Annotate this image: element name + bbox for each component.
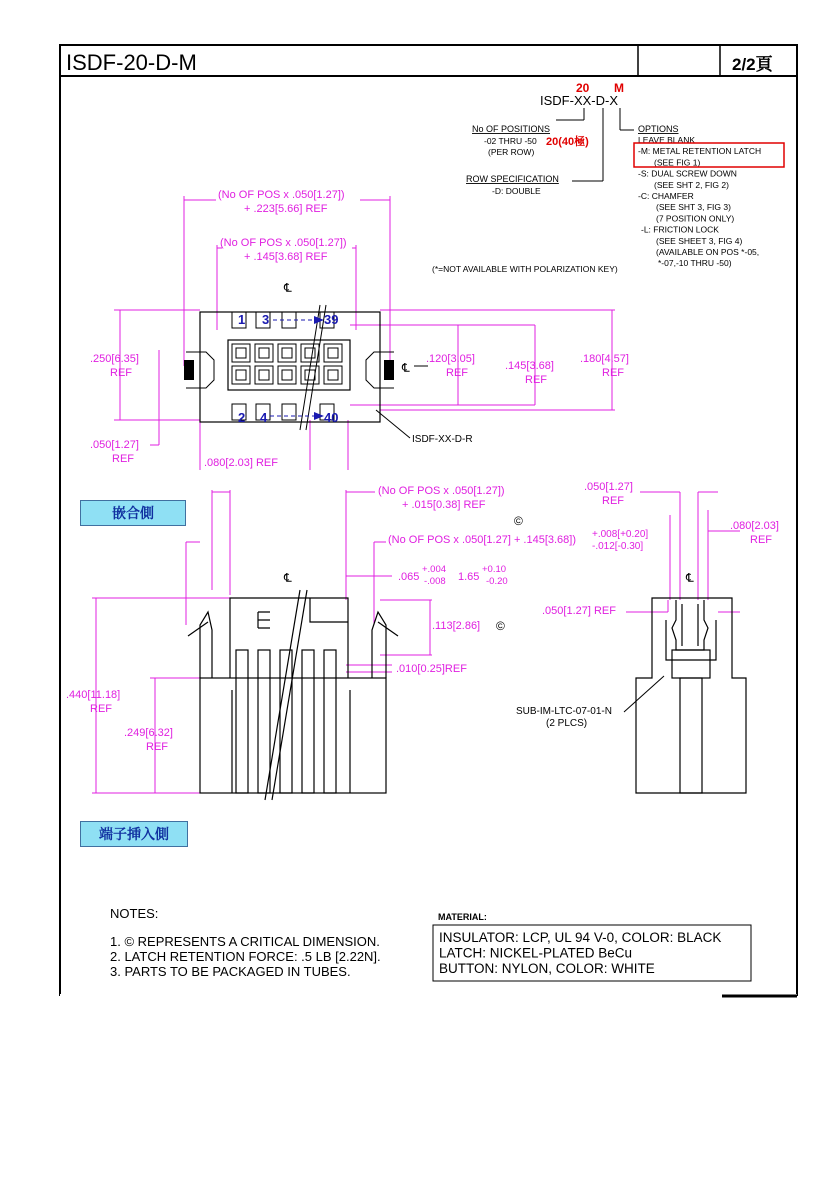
pin-cavity (232, 366, 250, 384)
pin-cavity-inner (236, 348, 246, 358)
fill-option: M (614, 81, 624, 95)
side-dim-mid-tol-up: +.008[+0.20] (592, 529, 649, 540)
material-line: BUTTON: NYLON, COLOR: WHITE (439, 961, 655, 976)
pin-cavity (232, 344, 250, 362)
option-line: (7 POSITION ONLY) (656, 213, 735, 224)
notes-title: NOTES: (110, 906, 159, 921)
dim-250: .250[6.35] (90, 353, 139, 365)
callout-isdf-r: ISDF-XX-D-R (412, 434, 473, 445)
options-list (638, 135, 761, 268)
pin-cavity-inner (236, 370, 246, 380)
positions-title: No OF POSITIONS (472, 124, 551, 134)
right-latch-button (384, 360, 394, 380)
dim-165-tol-up: +0.10 (482, 564, 507, 575)
latch-part: SUB-IM-LTC-07-01-N (516, 706, 612, 717)
option-line: (SEE FIG 1) (654, 157, 701, 168)
left-latch-button (184, 360, 194, 380)
part-number-title: ISDF-20-D-M (66, 50, 197, 75)
material-line: LATCH: NICKEL-PLATED BeCu (439, 945, 633, 961)
dim-065-tol-up: +.004 (422, 564, 447, 575)
dim-050-ref: REF (112, 453, 134, 465)
options-title: OPTIONS (638, 124, 679, 134)
end-dim-050b: .050[1.27] REF (542, 605, 616, 617)
note-line: 2. LATCH RETENTION FORCE: .5 LB [2.22N]. (110, 949, 381, 964)
row-title: ROW SPECIFICATION (466, 174, 559, 184)
material-title: MATERIAL: (438, 912, 487, 922)
centerline-end: ℄ (686, 571, 694, 585)
pin-cavity-inner (328, 348, 338, 358)
mating-side-label: 嵌合側 (80, 500, 186, 526)
dim-050: .050[1.27] (90, 439, 139, 451)
dim-065-tol-dn: -.008 (424, 576, 446, 587)
option-line: LEAVE BLANK (638, 135, 696, 145)
side-dim-top1: (No OF POS x .050[1.27]) (378, 485, 505, 497)
pin-cavity-inner (282, 348, 292, 358)
sheet-number: 2/2頁 (732, 55, 773, 74)
material-list (439, 930, 721, 976)
pin-cavity (255, 366, 273, 384)
dim-440: .440[11.18] (66, 689, 121, 701)
latch-qty: (2 PLCS) (546, 718, 588, 729)
dim-outer-line2: + .223[5.66] REF (244, 203, 328, 215)
end-dim-080-ref: REF (750, 534, 772, 546)
positions-value: 20(40極) (546, 136, 589, 148)
centerline-side: ℄ (284, 571, 292, 585)
note-line: 1. © REPRESENTS A CRITICAL DIMENSION. (110, 934, 380, 949)
pin-number-bottom: 2 (238, 410, 246, 425)
dim-inner-line1: (No OF POS x .050[1.27]) (220, 237, 347, 249)
centerline-right: ℄ (402, 361, 410, 375)
dim-180-ref: REF (602, 367, 624, 379)
option-line: -L: FRICTION LOCK (641, 224, 719, 235)
option-line: (SEE SHT 3, FIG 3) (656, 202, 731, 213)
critical-mark-1: © (514, 514, 523, 528)
pin-cavity (301, 344, 319, 362)
end-dim-050-ref: REF (602, 495, 624, 507)
dim-165-tol-dn: -0.20 (486, 576, 508, 587)
option-line: -M: METAL RETENTION LATCH (638, 146, 762, 157)
option-line: (AVAILABLE ON POS *-05, (656, 247, 760, 257)
part-code-block (432, 81, 784, 274)
pin-cavity-inner (259, 348, 269, 358)
dim-outer-line1: (No OF POS x .050[1.27]) (218, 189, 345, 201)
dim-120-ref: REF (446, 367, 468, 379)
dim-249: .249[6.32] (124, 727, 173, 739)
row-value: -D: DOUBLE (492, 186, 541, 196)
dim-120: .120[3.05] (426, 353, 475, 365)
end-dim-050: .050[1.27] (584, 481, 633, 493)
side-dim-mid-tol-dn: -.012[-0.30] (592, 541, 644, 552)
polarization-note: (*=NOT AVAILABLE WITH POLARIZATION KEY) (432, 264, 618, 274)
pin-cavity-inner (328, 370, 338, 380)
dim-440-ref: REF (90, 703, 112, 715)
dim-249-ref: REF (146, 741, 168, 753)
pin-cavity (278, 366, 296, 384)
dim-145-ref: REF (525, 374, 547, 386)
pin-cavity-inner (305, 370, 315, 380)
pin-number-bottom: 40 (324, 410, 339, 425)
pin-cavity-inner (282, 370, 292, 380)
critical-mark-2: © (496, 619, 505, 633)
notes-list (110, 934, 381, 979)
pin-cavity (324, 344, 342, 362)
pin-cavity (255, 344, 273, 362)
dim-165: 1.65 (458, 571, 480, 583)
positions-range: -02 THRU -50 (484, 136, 537, 146)
dim-010: .010[0.25]REF (396, 663, 467, 675)
note-line: 3. PARTS TO BE PACKAGED IN TUBES. (110, 964, 351, 979)
end-view (516, 481, 779, 793)
pin-number-top: 3 (262, 312, 270, 327)
positions-note: (PER ROW) (488, 147, 535, 157)
terminal-side-label: 端子挿入側 (80, 821, 188, 847)
pin-number-top: 1 (238, 312, 246, 327)
pin-cavity (278, 344, 296, 362)
part-code-base: ISDF-XX-D-X (540, 93, 618, 108)
pin-number-top: 39 (324, 312, 339, 327)
dim-113: .113[2.86] (432, 620, 481, 632)
pin-cavity-inner (259, 370, 269, 380)
end-dim-080: .080[2.03] (730, 520, 779, 532)
option-line: (SEE SHEET 3, FIG 4) (656, 235, 743, 246)
material-line: INSULATOR: LCP, UL 94 V-0, COLOR: BLACK (439, 930, 722, 945)
side-view (66, 485, 648, 800)
dim-180: .180[4.57] (580, 353, 629, 365)
pin-number-bottom: 4 (260, 410, 268, 425)
side-dim-top2: + .015[0.38] REF (402, 499, 486, 511)
option-line: -S: DUAL SCREW DOWN (638, 168, 737, 179)
fill-positions: 20 (576, 81, 590, 95)
dim-065: .065 (398, 571, 420, 583)
dim-inner-line2: + .145[3.68] REF (244, 251, 328, 263)
option-line: -C: CHAMFER (638, 191, 694, 201)
option-line: (SEE SHT 2, FIG 2) (654, 179, 729, 190)
pin-cavity (324, 366, 342, 384)
centerline-top: ℄ (284, 281, 292, 295)
dim-080: .080[2.03] REF (204, 457, 278, 469)
pin-cavity-inner (305, 348, 315, 358)
dim-145: .145[3.68] (505, 360, 554, 372)
top-view (90, 189, 629, 470)
option-line: *-07,-10 THRU -50) (658, 258, 732, 269)
side-dim-mid: (No OF POS x .050[1.27] + .145[3.68]) (388, 534, 577, 546)
dim-250-ref: REF (110, 367, 132, 379)
